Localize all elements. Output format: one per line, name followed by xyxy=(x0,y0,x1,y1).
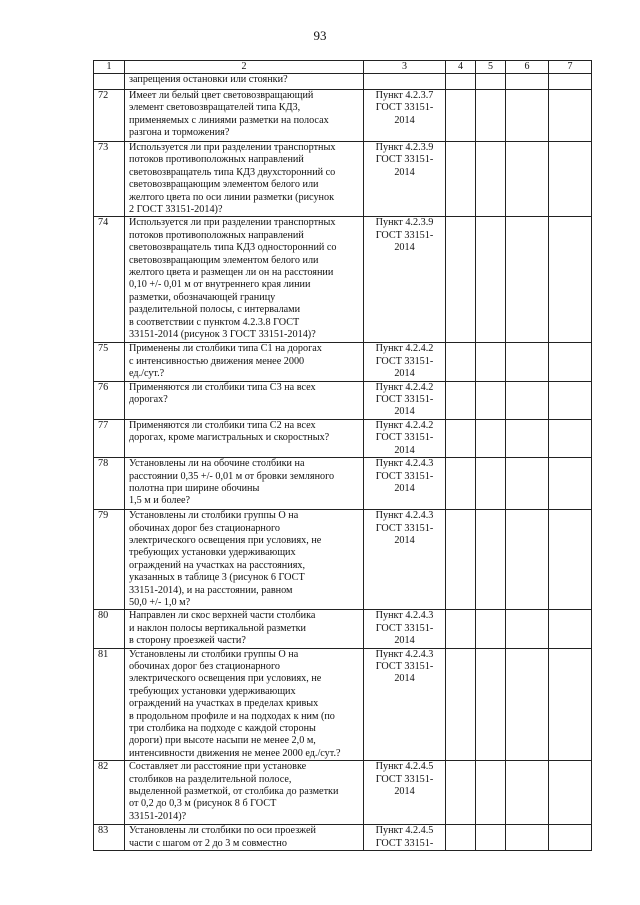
reference-cell: Пункт 4.2.4.2 ГОСТ 33151- 2014 xyxy=(364,343,446,381)
row-number: 79 xyxy=(94,510,125,610)
answer-cell xyxy=(446,419,476,457)
column-header: 3 xyxy=(364,61,446,74)
question-text: запрещения остановки или стоянки? xyxy=(125,74,364,90)
answer-cell xyxy=(506,648,549,761)
answer-cell xyxy=(549,74,592,90)
answer-cell xyxy=(476,217,506,343)
row-number: 83 xyxy=(94,825,125,851)
reference-cell xyxy=(364,74,446,90)
table-row xyxy=(94,343,592,381)
answer-cell xyxy=(476,761,506,825)
table-row xyxy=(94,761,592,825)
answer-cell xyxy=(506,761,549,825)
reference-cell: Пункт 4.2.3.9 ГОСТ 33151- 2014 xyxy=(364,142,446,217)
reference-cell: Пункт 4.2.4.2 ГОСТ 33151- 2014 xyxy=(364,419,446,457)
answer-cell xyxy=(506,217,549,343)
question-text: Установлены ли столбики группы О на обочинах дорог без стационарного электрического освещения при условиях, не требующих установки удерживающих ограждений на участках в пределах кривых в продольном профиле и на подходах к ним (по три столбика на подходе с каждой стороны дороги) при высоте насыпи не менее 2,0 м, интенсивности движения не менее 2000 ед./сут.? xyxy=(125,648,364,761)
row-number: 81 xyxy=(94,648,125,761)
row-number: 72 xyxy=(94,90,125,142)
row-number: 78 xyxy=(94,458,125,510)
page-number: 93 xyxy=(313,28,327,43)
reference-cell: Пункт 4.2.4.3 ГОСТ 33151- 2014 xyxy=(364,510,446,610)
reference-cell: Пункт 4.2.4.3 ГОСТ 33151- 2014 xyxy=(364,458,446,510)
answer-cell xyxy=(476,142,506,217)
answer-cell xyxy=(446,648,476,761)
answer-cell xyxy=(446,610,476,648)
answer-cell xyxy=(446,142,476,217)
answer-cell xyxy=(549,610,592,648)
question-text: Направлен ли скос верхней части столбика и наклон полосы вертикальной разметки в сторону проезжей части? xyxy=(125,610,364,648)
question-text: Используется ли при разделении транспортных потоков противоположных направлений световозвращатель типа КД3 двухсторонний со световозвращающим элементом белого или желтого цвета по оси линии разметки (рисунок 2 ГОСТ 33151-2014)? xyxy=(125,142,364,217)
answer-cell xyxy=(476,825,506,851)
answer-cell xyxy=(506,90,549,142)
answer-cell xyxy=(506,458,549,510)
answer-cell xyxy=(506,381,549,419)
answer-cell xyxy=(476,381,506,419)
question-text: Применяются ли столбики типа С3 на всех дорогах? xyxy=(125,381,364,419)
column-header: 6 xyxy=(506,61,549,74)
answer-cell xyxy=(476,419,506,457)
answer-cell xyxy=(476,90,506,142)
reference-cell: Пункт 4.2.3.9 ГОСТ 33151- 2014 xyxy=(364,217,446,343)
answer-cell xyxy=(446,74,476,90)
reference-cell: Пункт 4.2.4.3 ГОСТ 33151- 2014 xyxy=(364,610,446,648)
answer-cell xyxy=(549,419,592,457)
row-number: 82 xyxy=(94,761,125,825)
header-row xyxy=(94,61,592,74)
answer-cell xyxy=(476,74,506,90)
table-row xyxy=(94,610,592,648)
answer-cell xyxy=(446,343,476,381)
column-header: 4 xyxy=(446,61,476,74)
reference-cell: Пункт 4.2.4.5 ГОСТ 33151- 2014 xyxy=(364,761,446,825)
row-number: 74 xyxy=(94,217,125,343)
question-text: Установлены ли столбики группы О на обочинах дорог без стационарного электрического освещения при условиях, не требующих установки удерживающих ограждений на участках на расстояниях, указанных в таблице 3 (рисунок 6 ГОСТ 33151-2014), и на расстоянии, равном 50,0 +/- 1,0 м? xyxy=(125,510,364,610)
question-text: Используется ли при разделении транспортных потоков противоположных направлений световозвращатель типа КД3 односторонний со световозвращающим элементом белого или желтого цвета и размещен ли он на расстоянии 0,10 +/- 0,01 м от внутреннего края линии разметки, обозначающей границу разделительной полосы, с интервалами в соответствии с пунктом 4.2.3.8 ГОСТ 33151-2014 (рисунок 3 ГОСТ 33151-2014)? xyxy=(125,217,364,343)
reference-cell: Пункт 4.2.3.7 ГОСТ 33151- 2014 xyxy=(364,90,446,142)
table-row xyxy=(94,90,592,142)
answer-cell xyxy=(506,419,549,457)
answer-cell xyxy=(549,381,592,419)
answer-cell xyxy=(446,90,476,142)
answer-cell xyxy=(446,510,476,610)
question-text: Составляет ли расстояние при установке столбиков на разделительной полосе, выделенной разметкой, от столбика до разметки от 0,2 до 0,3 м (рисунок 8 б ГОСТ 33151-2014)? xyxy=(125,761,364,825)
answer-cell xyxy=(446,825,476,851)
answer-cell xyxy=(506,825,549,851)
answer-cell xyxy=(446,458,476,510)
answer-cell xyxy=(476,648,506,761)
row-number: 77 xyxy=(94,419,125,457)
column-header: 7 xyxy=(549,61,592,74)
answer-cell xyxy=(549,217,592,343)
answer-cell xyxy=(476,458,506,510)
answer-cell xyxy=(446,761,476,825)
table-row xyxy=(94,74,592,90)
column-header: 1 xyxy=(94,61,125,74)
row-number: 73 xyxy=(94,142,125,217)
answer-cell xyxy=(506,610,549,648)
answer-cell xyxy=(476,343,506,381)
answer-cell xyxy=(549,510,592,610)
table-row xyxy=(94,381,592,419)
answer-cell xyxy=(506,74,549,90)
column-header: 2 xyxy=(125,61,364,74)
reference-cell: Пункт 4.2.4.5 ГОСТ 33151- xyxy=(364,825,446,851)
answer-cell xyxy=(476,610,506,648)
column-header: 5 xyxy=(476,61,506,74)
row-number: 76 xyxy=(94,381,125,419)
answer-cell xyxy=(549,142,592,217)
checklist-table xyxy=(93,60,592,851)
table-row xyxy=(94,142,592,217)
row-number xyxy=(94,74,125,90)
table-row xyxy=(94,510,592,610)
answer-cell xyxy=(506,510,549,610)
question-text: Установлены ли на обочине столбики на расстоянии 0,35 +/- 0,01 м от бровки земляного полотна при ширине обочины 1,5 м и более? xyxy=(125,458,364,510)
answer-cell xyxy=(549,825,592,851)
reference-cell: Пункт 4.2.4.2 ГОСТ 33151- 2014 xyxy=(364,381,446,419)
question-text: Применены ли столбики типа С1 на дорогах с интенсивностью движения менее 2000 ед./сут.? xyxy=(125,343,364,381)
answer-cell xyxy=(446,381,476,419)
row-number: 80 xyxy=(94,610,125,648)
answer-cell xyxy=(446,217,476,343)
answer-cell xyxy=(549,458,592,510)
answer-cell xyxy=(549,343,592,381)
table-row xyxy=(94,419,592,457)
question-text: Установлены ли столбики по оси проезжей части с шагом от 2 до 3 м совместно xyxy=(125,825,364,851)
answer-cell xyxy=(549,90,592,142)
table-row xyxy=(94,217,592,343)
answer-cell xyxy=(549,648,592,761)
question-text: Имеет ли белый цвет световозвращающий элемент световозвращателей типа КД3, применяемых с линиями разметки на полосах разгона и торможения? xyxy=(125,90,364,142)
table-row xyxy=(94,825,592,851)
answer-cell xyxy=(506,343,549,381)
answer-cell xyxy=(476,510,506,610)
reference-cell: Пункт 4.2.4.3 ГОСТ 33151- 2014 xyxy=(364,648,446,761)
table-row xyxy=(94,648,592,761)
row-number: 75 xyxy=(94,343,125,381)
answer-cell xyxy=(506,142,549,217)
answer-cell xyxy=(549,761,592,825)
table-row xyxy=(94,458,592,510)
question-text: Применяются ли столбики типа С2 на всех дорогах, кроме магистральных и скоростных? xyxy=(125,419,364,457)
